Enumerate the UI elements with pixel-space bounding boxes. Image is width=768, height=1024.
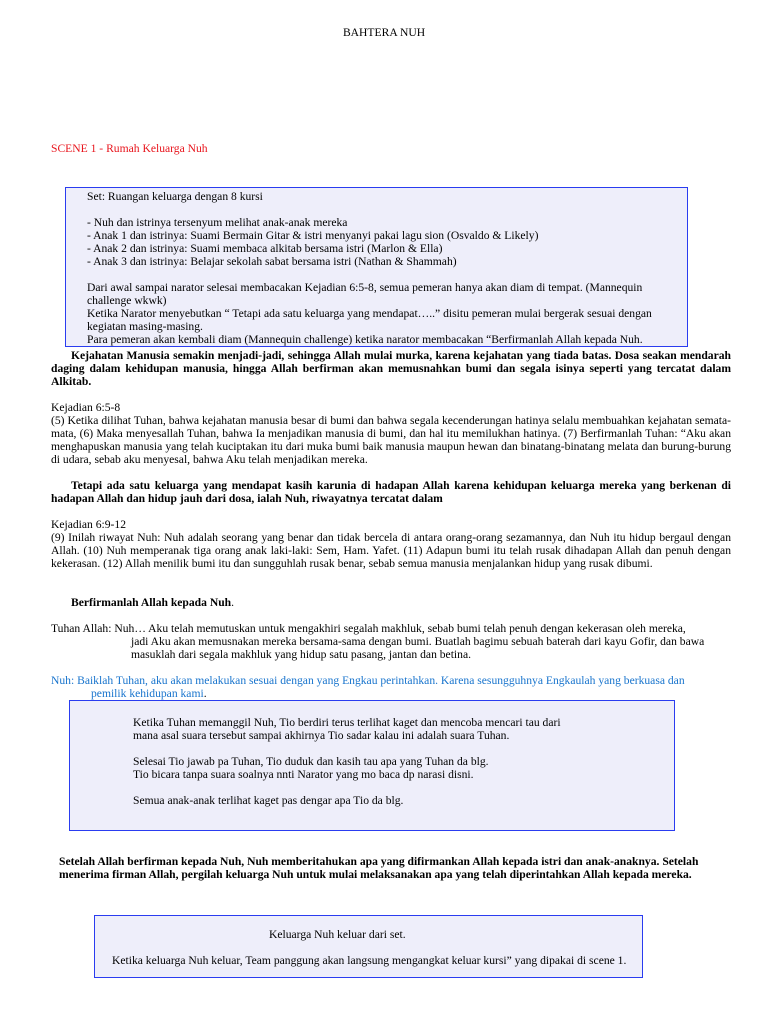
stage-direction-box-1 (65, 187, 688, 347)
scene-heading: SCENE 1 - Rumah Keluarga Nuh (51, 142, 208, 155)
direction-note: Ketika Narator menyebutkan “ Tetapi ada satu keluarga yang mendapat…..” disitu pemeran mulai bergerak sesuai dengan (87, 307, 652, 320)
direction-note: kegiatan masing-masing. (87, 320, 203, 333)
direction-line: Keluarga Nuh keluar dari set. (269, 928, 406, 941)
dialog-line: pemilik kehidupan kami (91, 687, 204, 700)
direction-note: challenge wkwk) (87, 294, 167, 307)
verse-text: (5) Ketika dilihat Tuhan, bahwa kejahatan manusia besar di bumi dan bahwa segala kecenderungan hatinya selalu membuahkan kejahatan semata-mata, (6) Maka menyesallah Tuhan, bahwa Ia menjadikan manusia di bumi, dan hal itu memilukhan hatinya. (7) Berfirmanlah Tuhan: “Aku akan menghapuskan manusia yang telah kuciptakan itu dari muka bumi baik manusia maupun hewan dan binatang-binatang melata dan burung-burung di udara, sebab aku menyesal, bahwa Aku telah menjadikan mereka. (51, 414, 731, 466)
direction-note: Dari awal sampai narator selesai membacakan Kejadian 6:5-8, semua pemeran hanya akan diam di tempat. (Mannequin (87, 281, 643, 294)
direction-line: Semua anak-anak terlihat kaget pas dengar apa Tio da blg. (133, 794, 404, 807)
tuhan-dialog (51, 622, 704, 661)
direction-line: Tio bicara tanpa suara soalnya nnti Narator yang mo baca dp narasi disni. (133, 768, 474, 781)
stage-direction-box-2 (69, 700, 675, 831)
narration-heading-text: Berfirmanlah Allah kepada Nuh (71, 596, 232, 609)
stage-direction-box-3 (94, 915, 643, 978)
narration-heading-period: . (231, 596, 234, 609)
nuh-dialog (51, 674, 685, 700)
set-item: - Anak 2 dan istrinya: Suami membaca alkitab bersama istri (Marlon & Ella) (87, 242, 443, 255)
set-item: - Anak 1 dan istrinya: Suami Bermain Gitar & istri menyanyi pakai lagu sion (Osvaldo & Likely) (87, 229, 539, 242)
direction-line: Ketika Tuhan memanggil Nuh, Tio berdiri terus terlihat kaget dan mencoba mencari tau dari (133, 716, 561, 729)
verse-reference: Kejadian 6:5-8 (51, 401, 121, 414)
direction-note: Para pemeran akan kembali diam (Mannequin challenge) ketika narator membacakan “Berfirmanlah Allah kepada Nuh. (87, 333, 643, 346)
narration-paragraph: Tetapi ada satu keluarga yang mendapat kasih karunia di hadapan Allah karena kehidupan keluarga mereka yang berkenan di hadapan Allah dan hidup jauh dari dosa, ialah Nuh, riwayatnya tercatat dalam (51, 479, 731, 505)
dialog-line: Nuh: Baiklah Tuhan, aku akan melakukan sesuai dengan yang Engkau perintahkan. Karena sesungguhnya Engkaulah yang berkuasa dan (51, 674, 685, 687)
document-title: BAHTERA NUH (342, 26, 426, 39)
verse-reference: Kejadian 6:9-12 (51, 518, 127, 531)
dialog-line: masuklah dari segala makhluk yang hidup satu pasang, jantan dan betina. (131, 648, 471, 661)
narration-paragraph: Setelah Allah berfirman kepada Nuh, Nuh memberitahukan apa yang difirmankan Allah kepada istri dan anak-anaknya. Setelah menerima firman Allah, pergilah keluarga Nuh untuk mulai melaksanakan apa yang telah diperintahkan Allah kepada mereka. (59, 855, 699, 881)
narration-paragraph: Kejahatan Manusia semakin menjadi-jadi, sehingga Allah mulai murka, karena kejahatan yang tiada batas. Dosa seakan mendarah daging dalam kehidupan manusia, hingga Allah berfirman akan memusnahkan bumi dan segala isinya seperti yang tercatat dalam Alkitab. (51, 349, 731, 388)
direction-line: Selesai Tio jawab pa Tuhan, Tio duduk dan kasih tau apa yang Tuhan da blg. (133, 755, 489, 768)
dialog-line: jadi Aku akan memusnakan mereka bersama-sama dengan bumi. Buatlah bagimu sebuah baterah dari kayu Gofir, dan bawa (131, 635, 705, 648)
direction-line: mana asal suara tersebut sampai akhirnya Tio sadar kalau ini adalah suara Tuhan. (133, 729, 510, 742)
dialog-period: . (203, 687, 207, 700)
dialog-line: Tuhan Allah: Nuh… Aku telah memutuskan untuk mengakhiri segalah makhluk, sebab bumi telah penuh dengan kekerasan oleh mereka, (51, 622, 686, 635)
set-item: - Anak 3 dan istrinya: Belajar sekolah sabat bersama istri (Nathan & Shammah) (87, 255, 457, 268)
verse-text: (9) Inilah riwayat Nuh: Nuh adalah seorang yang benar dan tidak bercela di antara orang-orang sezamannya, dan Nuh itu hidup bergaul dengan Allah. (10) Nuh memperanak tiga orang anak laki-laki: Sem, Ham. Yafet. (11) Adapun bumi itu telah rusak dihadapan Allah dan penuh dengan kekerasan. (12) Allah menilik bumi itu dan sungguhlah rusak benar, sebab semua manusia menjalankan hidup yang rusak dibumi. (51, 531, 731, 570)
direction-line: Ketika keluarga Nuh keluar, Team panggung akan langsung mengangkat keluar kursi” yang dipakai di scene 1. (112, 954, 627, 967)
set-item: - Nuh dan istrinya tersenyum melihat anak-anak mereka (87, 216, 348, 229)
set-description: Set: Ruangan keluarga dengan 8 kursi (87, 190, 263, 203)
narration-heading (71, 596, 234, 609)
